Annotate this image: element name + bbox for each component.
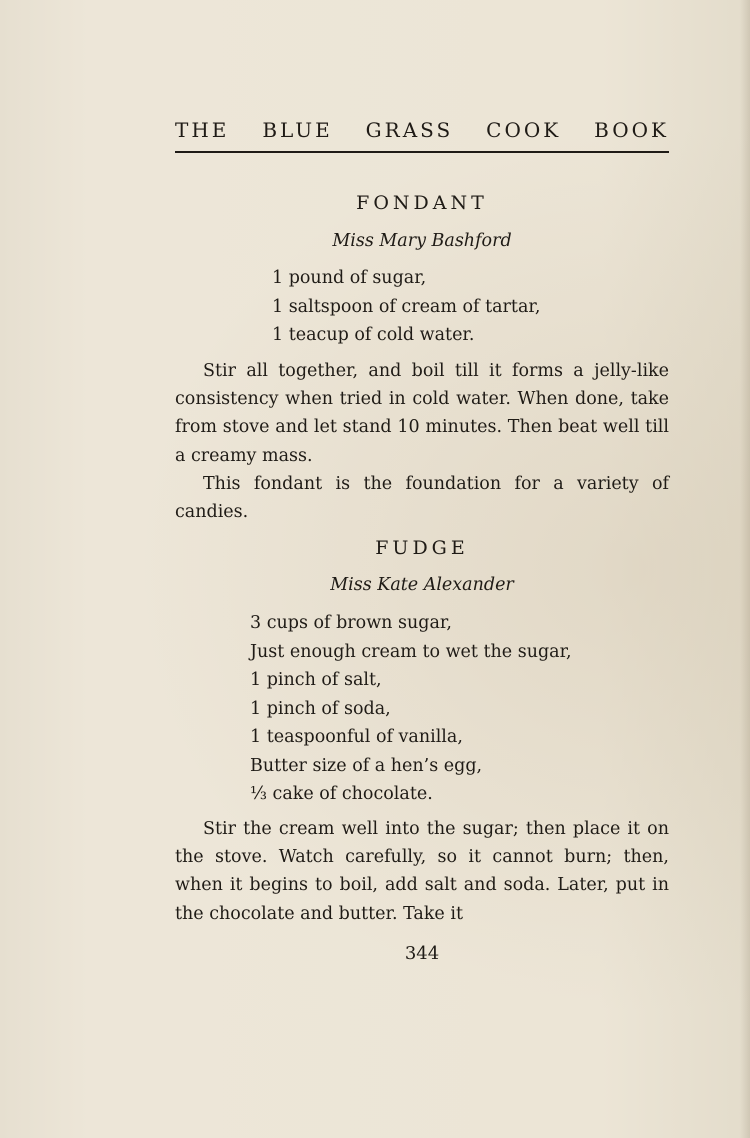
ingredient-list-fudge (250, 609, 572, 809)
ingredient-list-fondant (272, 264, 540, 350)
ingredient-item: 1 teacup of cold water. (272, 325, 475, 345)
ingredient-item: 1 pound of sugar, (272, 268, 427, 288)
ingredient-item: 1 pinch of salt, (250, 670, 382, 690)
ingredient-item: Just enough cream to wet the sugar, (250, 641, 572, 662)
recipe-paragraph: This fondant is the foundation for a variety of candies. (175, 474, 669, 523)
recipe-paragraph: Stir the cream well into the sugar; then place it on the stove. Watch carefully, so it cannot burn; then, when it begins to boil, add salt and soda. Later, put in the chocolate and butter. Take it (175, 819, 669, 924)
recipe-paragraph: Stir all together, and boil till it forms a jelly-like consistency when tried in cold water. When done, take from stove and let stand 10 minutes. Then beat well till a creamy mass. (175, 361, 669, 466)
ingredient-item: 1 pinch of soda, (250, 698, 391, 719)
header-rule (175, 151, 669, 153)
ingredient-item: Butter size of a hen’s egg, (250, 755, 483, 776)
ingredient-item: 3 cups of brown sugar, (250, 613, 452, 633)
recipe-title-fondant: FONDANT (356, 192, 488, 214)
recipe-author-fondant: Miss Mary Bashford (332, 231, 512, 251)
running-head: THE BLUE GRASS COOK BOOK (175, 118, 669, 142)
ingredient-item: ⅓ cake of chocolate. (250, 784, 433, 804)
page-number: 344 (404, 943, 440, 964)
ingredient-item: 1 teaspoonful of vanilla, (250, 727, 463, 747)
ingredient-item: 1 saltspoon of cream of tartar, (272, 296, 541, 317)
recipe-author-fudge: Miss Kate Alexander (330, 575, 514, 595)
recipe-title-fudge: FUDGE (375, 537, 469, 559)
